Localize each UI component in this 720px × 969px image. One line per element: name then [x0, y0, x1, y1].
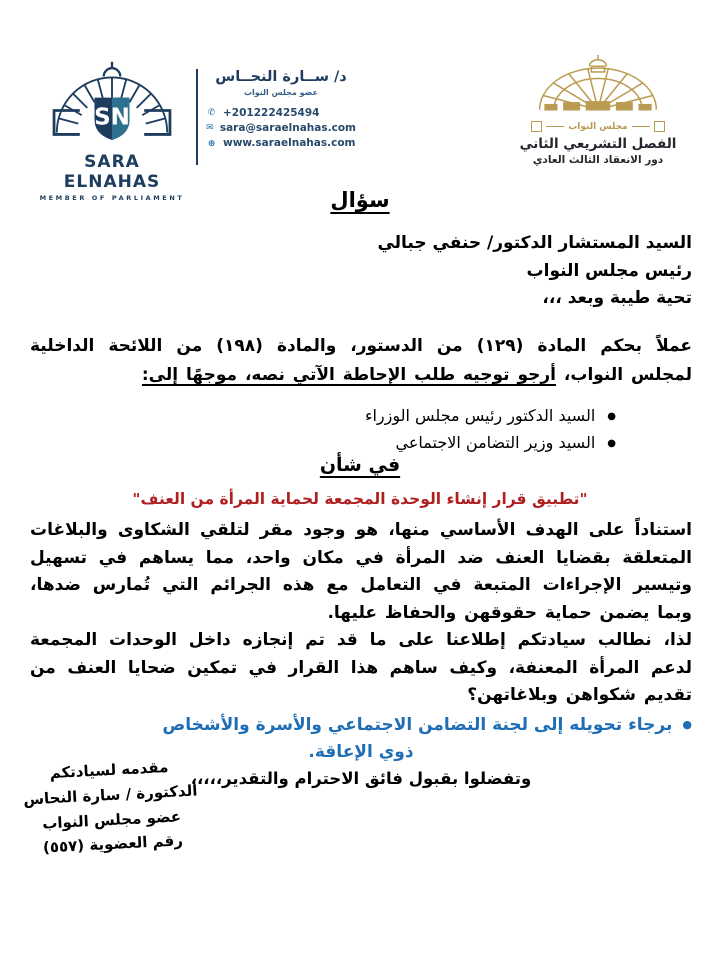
- banner-rule: [632, 126, 650, 128]
- mp-logo-dome-icon: [37, 59, 187, 151]
- header-divider: [196, 69, 198, 165]
- subject-title: "تطبيق قرار إنشاء الوحدة المجمعة لحماية المرأة من العنف": [132, 490, 588, 508]
- addressee-block: [30, 230, 692, 313]
- bullet-icon: ●: [682, 717, 692, 731]
- addressee-line: السيد المستشار الدكتور/ حنفي جبالي: [377, 233, 692, 253]
- referral-line-1: [30, 712, 692, 739]
- closing-line: وتفضلوا بقبول فائق الاحترام والتقدير،،،،،: [190, 769, 532, 789]
- legislative-term: الفصل التشريعي الثاني: [519, 136, 677, 152]
- intro-underlined-text: أرجو توجيه طلب الإحاطة الآتي نصه، موجهًا إلى:: [141, 364, 556, 385]
- email-row: [206, 121, 356, 136]
- phone-row: [206, 106, 356, 121]
- addressee-line: تحية طيبة وبعد ،،،: [542, 288, 692, 309]
- phone-number: +201222425494: [223, 107, 320, 119]
- signature-line: الدكتورة / سارة النحاس: [22, 781, 198, 809]
- subject-label: في شأن: [319, 454, 401, 476]
- email-address: sara@saraelnahas.com: [219, 122, 356, 135]
- globe-icon: ⊕: [207, 138, 216, 149]
- contact-rows: [206, 106, 356, 152]
- website-row: [206, 136, 356, 151]
- mp-monogram: SN: [94, 104, 130, 131]
- signature-line: عضو مجلس النواب: [41, 806, 182, 833]
- mp-title-ar: عضو مجلس النواب: [243, 88, 319, 97]
- intro-plain-text: عملاً بحكم المادة (١٢٩) من الدستور، والمادة (١٩٨) من اللائحة الداخلية لمجلس النواب،: [30, 336, 693, 385]
- signature-block: [20, 753, 203, 861]
- addressee-line: رئيس مجلس النواب: [526, 260, 692, 281]
- signature-line: مقدمه لسيادتكم: [49, 757, 169, 783]
- email-icon: ✉: [206, 123, 214, 134]
- referral-line-2: ذوي الإعاقة.: [308, 741, 414, 762]
- recipient-item: ● السيد الدكتور رئيس مجلس الوزراء: [30, 402, 616, 429]
- parliament-dome-icon: [503, 55, 693, 119]
- banner-rule: [546, 126, 564, 128]
- banner-end-icon: [654, 121, 665, 132]
- recipient-item: ● السيد وزير التضامن الاجتماعي: [30, 429, 616, 456]
- mp-subtitle-en: MEMBER OF PARLIAMENT: [39, 194, 185, 202]
- body-paragraph-1: استناداً على الهدف الأساسي منها، هو وجود مقر لتلقي الشكاوى والبلاغات المتعلقة بقضايا العنف ضد المرأة في مكان واحد، مما يساهم في تسهيل وتيسير الإجراءات المتبعة في التعامل مع هذه الجرائم التي تُمارس ضدها، وبما يضمن حماية حقوقهن والحفاظ عليها.: [30, 520, 692, 623]
- website-url: www.saraelnahas.com: [223, 137, 356, 150]
- letter-title: سؤال: [330, 188, 390, 212]
- signature-line: رقم العضوية (٥٥٧): [42, 831, 184, 857]
- contact-block: [206, 69, 356, 152]
- banner-end-icon: [531, 121, 542, 132]
- mp-name-en: SARA ELNAHAS: [63, 152, 161, 192]
- recipients-list: [30, 402, 692, 456]
- mp-name-ar: د/ ســارة النحــاس: [215, 69, 347, 85]
- referral-text: برجاء تحويله إلى لجنة التضامن الاجتماعي والأسرة والأشخاص: [162, 714, 673, 735]
- body-paragraph-2: لذا، نطالب سيادتكم إطلاعنا على ما قد تم إنجازه داخل الوحدات المجمعة لدعم المرأة المعنفة، وكيف ساهم هذا القرار في تمكين ضحايا العنف من تقديم شكواهن وبلاغاتهن؟: [30, 630, 692, 706]
- intro-paragraph: [30, 332, 692, 390]
- phone-icon: ✆: [207, 108, 216, 119]
- parliament-banner-text: مجلس النواب: [568, 121, 628, 132]
- letter-main-text: [30, 517, 692, 788]
- parliament-logo: [500, 55, 696, 166]
- parliament-banner: [500, 121, 696, 132]
- session-term: دور الانعقاد الثالث العادي: [532, 154, 664, 166]
- mp-logo: [34, 59, 190, 202]
